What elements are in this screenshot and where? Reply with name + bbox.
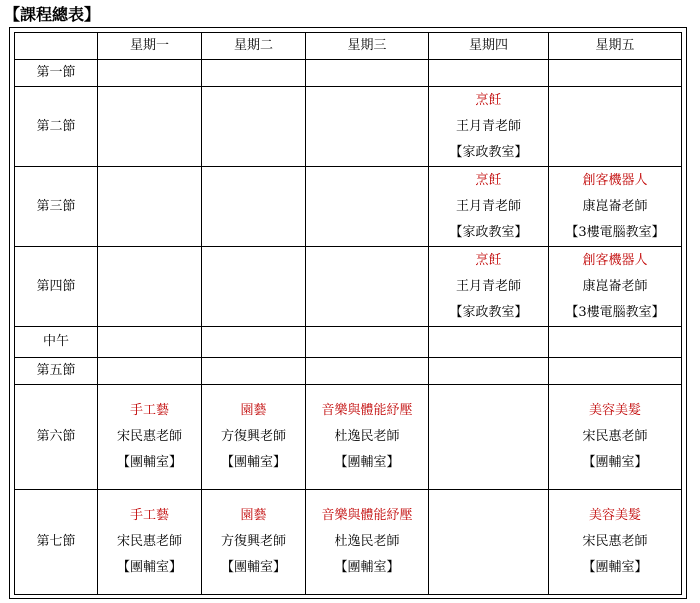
schedule-cell [202,87,306,167]
day-header: 星期二 [202,33,306,60]
schedule-cell [306,87,429,167]
schedule-cell [98,60,202,87]
schedule-cell [429,87,549,167]
schedule-table [14,32,682,595]
class-course: 美容美髮 [588,403,641,418]
schedule-cell [306,167,429,247]
day-header: 星期一 [98,33,202,60]
class-teacher: 方復興老師 [220,534,286,549]
class-room: 【團輔室】 [582,560,648,575]
class-room: 【團輔室】 [220,560,286,575]
schedule-cell [98,247,202,327]
class-course: 手工藝 [129,403,169,418]
class-course: 手工藝 [129,508,169,523]
schedule-frame [9,27,687,599]
schedule-cell [98,327,202,358]
period-label: 第七節 [15,490,98,595]
schedule-cell [306,385,429,490]
table-row [15,490,682,595]
class-room: 【團輔室】 [116,560,182,575]
schedule-cell [306,247,429,327]
schedule-cell [429,60,549,87]
class-room: 【團輔室】 [116,455,182,470]
class-room: 【家政教室】 [449,144,528,160]
schedule-cell [202,490,306,595]
table-row [15,247,682,327]
schedule-cell [429,327,549,358]
schedule-cell [202,358,306,385]
class-teacher: 王月青老師 [455,118,521,134]
class-course: 烹飪 [475,172,502,188]
schedule-cell [549,60,682,87]
class-teacher: 杜逸民老師 [334,534,400,549]
schedule-cell [549,87,682,167]
schedule-cell [306,327,429,358]
class-teacher: 宋民惠老師 [582,429,648,444]
day-header: 星期五 [549,33,682,60]
class-teacher: 宋民惠老師 [116,429,182,444]
period-label: 中午 [15,327,98,358]
class-teacher: 宋民惠老師 [116,534,182,549]
class-teacher: 康崑崙老師 [582,278,648,294]
header-row [15,33,682,60]
schedule-cell [549,385,682,490]
class-teacher: 王月青老師 [455,278,521,294]
schedule-cell [549,358,682,385]
period-label: 第五節 [15,358,98,385]
period-label: 第四節 [15,247,98,327]
class-teacher: 方復興老師 [220,429,286,444]
class-room: 【家政教室】 [449,304,528,320]
schedule-cell [429,385,549,490]
period-label: 第三節 [15,167,98,247]
schedule-cell [429,167,549,247]
period-label: 第一節 [15,60,98,87]
schedule-cell [306,358,429,385]
schedule-cell [202,327,306,358]
table-row [15,358,682,385]
table-row [15,60,682,87]
class-room: 【3樓電腦教室】 [565,224,665,240]
class-course: 美容美髮 [588,508,641,523]
class-course: 音樂與體能紓壓 [321,508,413,523]
table-row [15,167,682,247]
class-room: 【團輔室】 [334,560,400,575]
schedule-cell [98,358,202,385]
schedule-cell [98,385,202,490]
class-room: 【團輔室】 [582,455,648,470]
schedule-cell [202,385,306,490]
schedule-cell [202,60,306,87]
schedule-cell [549,327,682,358]
table-row [15,327,682,358]
page-title: 【課程總表】 [4,5,101,24]
class-teacher: 王月青老師 [455,198,521,214]
schedule-cell [549,490,682,595]
corner-cell [15,33,98,60]
schedule-cell [549,247,682,327]
class-course: 園藝 [240,403,267,418]
schedule-cell [306,490,429,595]
class-teacher: 康崑崙老師 [582,198,648,214]
schedule-cell [98,87,202,167]
schedule-cell [306,60,429,87]
schedule-cell [429,490,549,595]
schedule-cell [549,167,682,247]
day-header: 星期四 [429,33,549,60]
day-header: 星期三 [306,33,429,60]
class-room: 【家政教室】 [449,224,528,240]
class-teacher: 杜逸民老師 [334,429,400,444]
class-course: 創客機器人 [582,172,648,188]
schedule-cell [202,247,306,327]
class-teacher: 宋民惠老師 [582,534,648,549]
class-room: 【團輔室】 [334,455,400,470]
schedule-cell [98,167,202,247]
class-course: 烹飪 [475,252,502,268]
table-row [15,87,682,167]
schedule-cell [429,247,549,327]
class-room: 【團輔室】 [220,455,286,470]
class-course: 園藝 [240,508,267,523]
table-row [15,385,682,490]
class-room: 【3樓電腦教室】 [565,304,665,320]
period-label: 第六節 [15,385,98,490]
class-course: 烹飪 [475,92,502,108]
schedule-cell [429,358,549,385]
period-label: 第二節 [15,87,98,167]
class-course: 創客機器人 [582,252,648,268]
schedule-cell [98,490,202,595]
class-course: 音樂與體能紓壓 [321,403,413,418]
schedule-cell [202,167,306,247]
